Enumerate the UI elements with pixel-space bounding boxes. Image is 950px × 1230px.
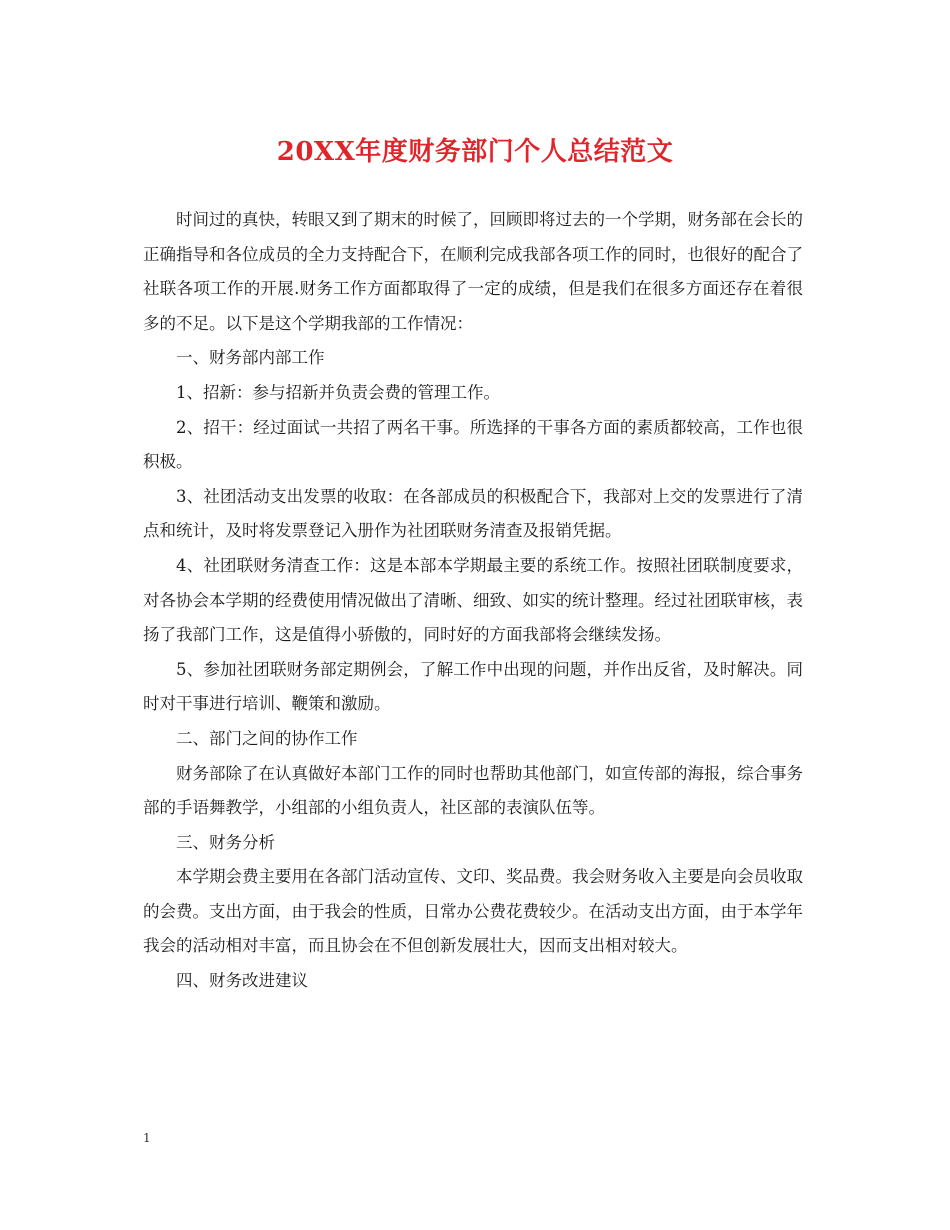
- paragraph-item-invoice-collection: 3、社团活动支出发票的收取：在各部成员的积极配合下，我部对上交的发票进行了清点和统计，及时将发票登记入册作为社团联财务清查及报销凭据。: [143, 486, 803, 541]
- paragraph-intro: 时间过的真快，转眼又到了期末的时候了，回顾即将过去的一个学期，财务部在会长的正确指导和各位成员的全力支持配合下，在顺利完成我部各项工作的同时，也很好的配合了社联各项工作的开展.财务工作方面都取得了一定的成绩，但是我们在很多方面还存在着很多的不足。以下是这个学期我部的工作情况：: [143, 210, 803, 333]
- footer-divider: [143, 1148, 803, 1149]
- paragraph-item-regular-meetings: 5、参加社团联财务部定期例会，了解工作中出现的问题，并作出反省，及时解决。同时对干事进行培训、鞭策和激励。: [143, 659, 803, 714]
- page-number: 1: [143, 1131, 151, 1145]
- paragraph-financial-analysis: 本学期会费主要用在各部门活动宣传、文印、奖品费。我会财务收入主要是向会员收取的会费。支出方面，由于我会的性质，日常办公费花费较少。在活动支出方面，由于本学年我会的活动相对丰富，而且协会在不但创新发展壮大，因而支出相对较大。: [143, 867, 803, 956]
- document-title: 20XX年度财务部门个人总结范文: [276, 137, 674, 167]
- section-heading-internal-work: 一、财务部内部工作: [176, 348, 325, 368]
- document-body: [143, 203, 803, 999]
- section-heading-financial-analysis: 三、财务分析: [176, 832, 275, 852]
- paragraph-item-staff-hiring: 2、招干：经过面试一共招了两名干事。所选择的干事各方面的素质都较高，工作也很积极。: [143, 417, 803, 472]
- section-heading-cooperation: 二、部门之间的协作工作: [176, 728, 358, 748]
- paragraph-item-financial-audit: 4、社团联财务清查工作：这是本部本学期最主要的系统工作。按照社团联制度要求，对各协会本学期的经费使用情况做出了清晰、细致、如实的统计整理。经过社团联审核，表扬了我部门工作，这是值得小骄傲的，同时好的方面我部将会继续发扬。: [143, 555, 803, 645]
- paragraph-item-recruitment: 1、招新：参与招新并负责会费的管理工作。: [176, 382, 500, 402]
- paragraph-cooperation: 财务部除了在认真做好本部门工作的同时也帮助其他部门，如宣传部的海报，综合事务部的手语舞教学，小组部的小组负责人，社区部的表演队伍等。: [143, 763, 803, 818]
- section-heading-improvement: 四、财务改进建议: [176, 971, 308, 991]
